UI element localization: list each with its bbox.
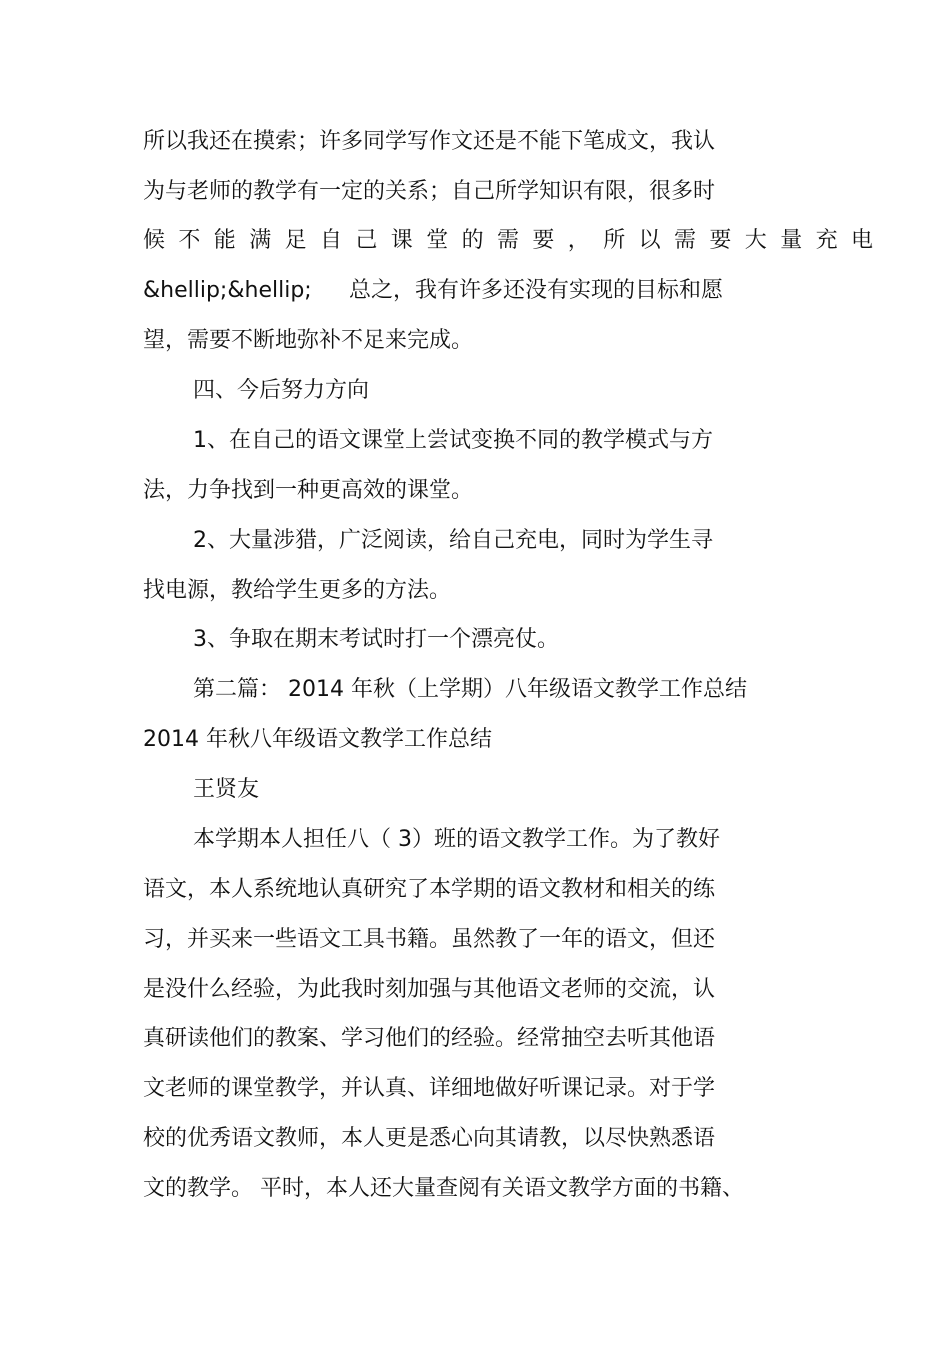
entity-text: &hellip;&hellip; xyxy=(143,278,312,303)
paragraph-line: 校的优秀语文教师，本人更是悉心向其请教，以尽快熟悉语 xyxy=(143,1126,716,1151)
paragraph-line: 望，需要不断地弥补不足来完成。 xyxy=(143,328,474,353)
summary-text: 总之，我有许多还没有实现的目标和愿 xyxy=(349,278,724,303)
paragraph-line: 是没什么经验，为此我时刻加强与其他语文老师的交流，认 xyxy=(143,977,716,1002)
list-item-1: 1、在自己的语文课堂上尝试变换不同的教学模式与方 xyxy=(193,428,713,453)
paragraph-line: 语文，本人系统地认真研究了本学期的语文教材和相关的练 xyxy=(143,877,716,902)
section-heading: 四、今后努力方向 xyxy=(193,378,370,403)
list-item-3: 3、争取在期末考试时打一个漂亮仗。 xyxy=(193,627,559,652)
article-heading: 第二篇： 2014 年秋（上学期）八年级语文教学工作总结 xyxy=(193,677,747,702)
author-name: 王贤友 xyxy=(193,777,260,802)
paragraph-line: 本学期本人担任八（ 3）班的语文教学工作。为了教好 xyxy=(193,827,720,852)
paragraph-line: 为与老师的教学有一定的关系；自己所学知识有限，很多时 xyxy=(143,179,716,204)
paragraph-line: 法，力争找到一种更高效的课堂。 xyxy=(143,478,474,503)
paragraph-line: 文的教学。 平时，本人还大量查阅有关语文教学方面的书籍、 xyxy=(143,1176,744,1201)
paragraph-line: 习，并买来一些语文工具书籍。虽然教了一年的语文，但还 xyxy=(143,927,716,952)
paragraph-line: 真研读他们的教案、学习他们的经验。经常抽空去听其他语 xyxy=(143,1026,716,1051)
list-item-2: 2、大量涉猎，广泛阅读，给自己充电，同时为学生寻 xyxy=(193,528,713,553)
article-title: 2014 年秋八年级语文教学工作总结 xyxy=(143,727,492,752)
paragraph-line: 文老师的课堂教学，并认真、详细地做好听课记录。对于学 xyxy=(143,1076,716,1101)
paragraph-line: 所以我还在摸索；许多同学写作文还是不能下笔成文，我认 xyxy=(143,129,716,154)
paragraph-line: 找电源，教给学生更多的方法。 xyxy=(143,578,452,603)
justified-line: 候不能满足自己课堂的需要，所以需要大量充电 xyxy=(143,228,887,253)
